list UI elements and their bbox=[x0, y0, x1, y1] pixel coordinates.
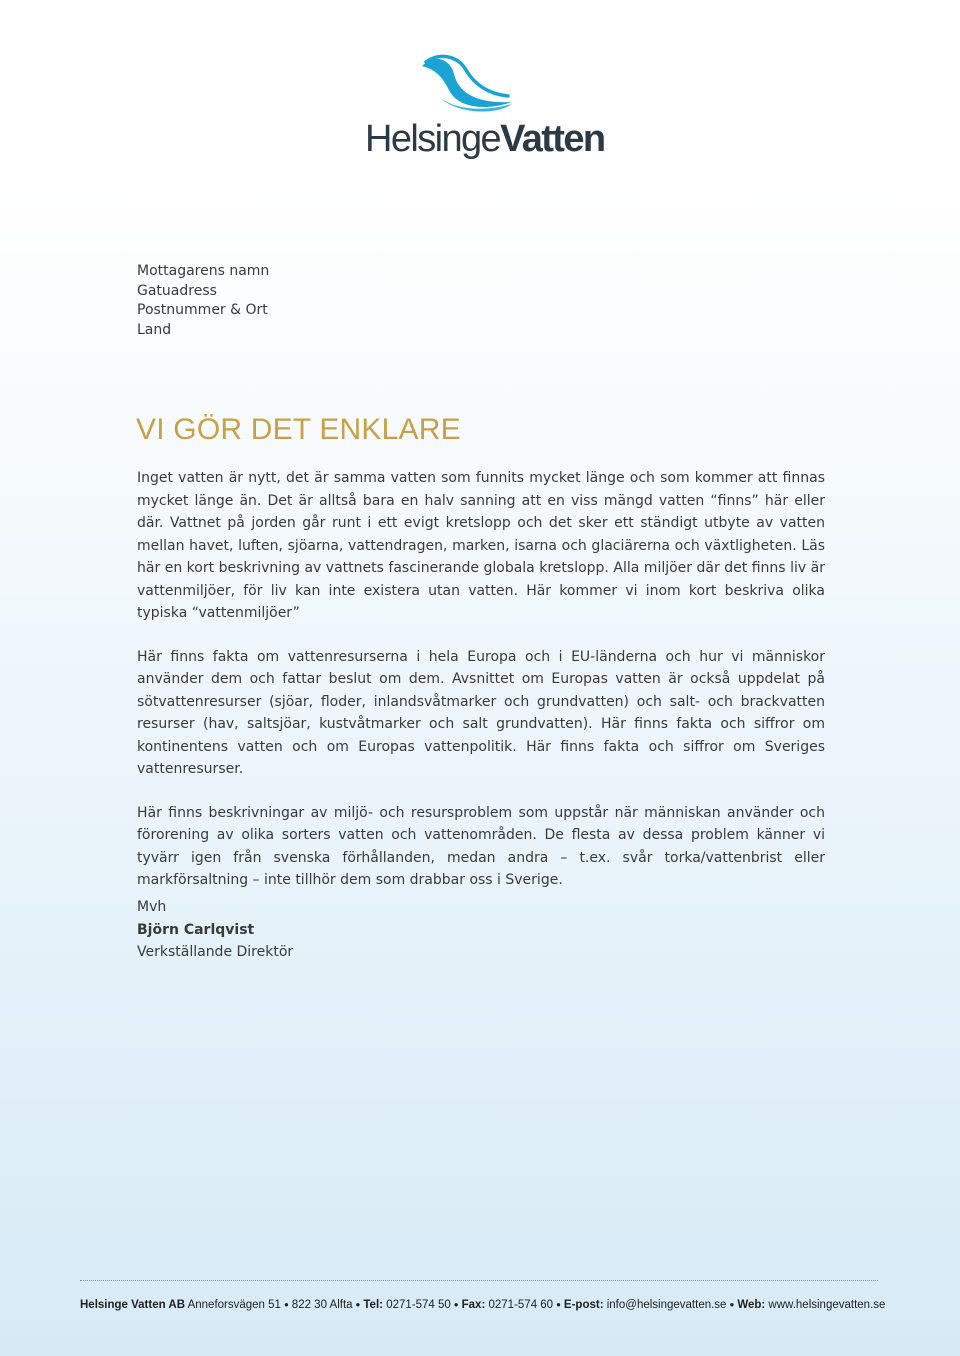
footer-web-label: Web: bbox=[737, 1299, 766, 1311]
footer-fax-label: Fax: bbox=[461, 1299, 486, 1311]
footer-fax: 0271-574 60 bbox=[488, 1299, 554, 1311]
signoff-block bbox=[137, 896, 825, 964]
recipient-country: Land bbox=[137, 321, 172, 338]
signatory-name: Björn Carlqvist bbox=[137, 921, 255, 938]
bullet-separator-icon: ● bbox=[729, 1300, 735, 1309]
footer-email-label: E-post: bbox=[563, 1299, 604, 1311]
company-logo bbox=[362, 52, 605, 164]
footer-divider bbox=[80, 1280, 878, 1281]
recipient-street: Gatuadress bbox=[137, 282, 217, 299]
recipient-address bbox=[137, 262, 825, 340]
logo-wordmark-part2: Vatten bbox=[500, 118, 605, 160]
logo-wordmark-part1: Helsinge bbox=[365, 118, 501, 160]
signatory-title: Verkställande Direktör bbox=[137, 944, 294, 960]
recipient-postal: Postnummer & Ort bbox=[137, 302, 268, 318]
body-paragraph: Här finns beskrivningar av miljö- och resursproblem som uppstår när människan använder och förorening av olika sorters vatten och vattenområden. De flesta av dessa problem känner vi tyvärr igen från svenska förhållanden, medan andra – t.ex. svår torka/vattenbrist eller markförsaltning – inte tillhör dem som drabbar oss i Sverige. bbox=[137, 804, 825, 888]
bullet-separator-icon: ● bbox=[556, 1300, 561, 1309]
footer-tel: 0271-574 50 bbox=[386, 1299, 451, 1311]
footer-email-link[interactable]: info@helsingevatten.se bbox=[606, 1299, 727, 1311]
letter-headline: VI GÖR DET ENKLARE bbox=[136, 413, 461, 446]
footer-postcode: 822 30 Alfta bbox=[291, 1299, 353, 1311]
recipient-name: Mottagarens namn bbox=[137, 263, 270, 279]
bullet-separator-icon: ● bbox=[283, 1300, 289, 1309]
signoff-greeting: Mvh bbox=[137, 899, 167, 915]
body-paragraph: Här finns fakta om vattenresurserna i hela Europa och i EU-länderna och hur vi människor använder dem och fattar beslut om dem. Avsnittet om Europas vatten är också uppdelat på sötvattenresurser (sjöar, floder, inlandsvåtmarker och grundvatten) och salt- och brackvatten resurser (hav, saltsjöar, kustvåtmarker och salt grundvatten). Här finns fakta och siffror om kontinentens vatten och om Europas vattenpolitik. Här finns fakta och siffror om Sveriges vattenresurser. bbox=[137, 648, 825, 777]
footer-web-link[interactable]: www.helsingevatten.se bbox=[768, 1299, 886, 1311]
logo-wordmark bbox=[365, 118, 605, 161]
bullet-separator-icon: ● bbox=[355, 1300, 361, 1309]
footer-company: Helsinge Vatten AB bbox=[80, 1299, 186, 1311]
wave-wing-icon bbox=[362, 52, 602, 122]
footer-contact-line bbox=[80, 1299, 886, 1311]
body-paragraph: Inget vatten är nytt, det är samma vatten som funnits mycket länge och som kommer att finnas mycket länge än. Det är alltså bara en halv sanning att en viss mängd vatten “finns” här eller där. Vattnet på jorden går runt i ett evigt kretslopp och det sker ett ständigt utbyte av vatten mellan havet, luften, sjöarna, vattendragen, marken, isarna och glaciärerna och växtligheten. Läs här en kort beskrivning av vattnets fascinerande globala kretslopp. Alla miljöer där det finns liv är vattenmiljöer, för liv kan inte existera utan vatten. Här kommer vi inom kort beskriva olika typiska “vattenmiljöer” bbox=[137, 470, 825, 621]
bullet-separator-icon: ● bbox=[453, 1300, 459, 1309]
footer-address: Anneforsvägen 51 bbox=[187, 1299, 281, 1311]
footer-tel-label: Tel: bbox=[363, 1299, 383, 1311]
letter-body bbox=[137, 467, 825, 913]
